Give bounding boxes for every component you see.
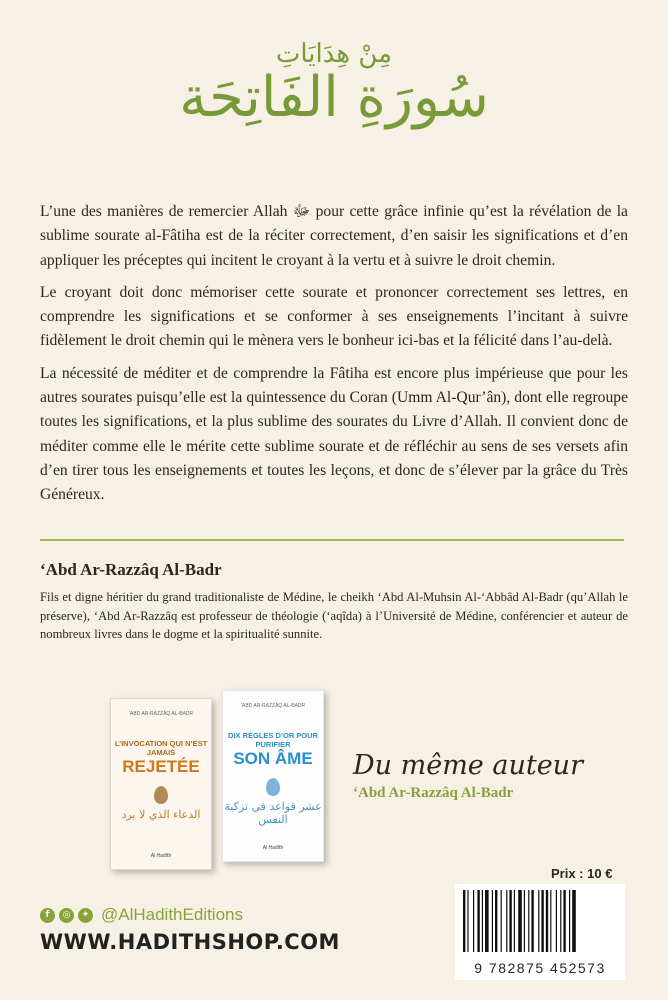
book-title: SON ÂME (233, 749, 313, 768)
description-text (40, 200, 628, 516)
facebook-icon: f (40, 908, 55, 923)
drop-emblem-icon (266, 778, 280, 796)
paragraph-1: L’une des manières de remercier Allah ﷻ pour cette grâce infinie qu’est la révélation de la sublime sourate al-Fâtiha est de la réciter correctement, d’en saisir les significations et d’en appliquer les préceptes qui incitent le croyant à la vertu et à suivre le droit chemin. (40, 203, 628, 269)
book-arabic-title: الدعاء الذي لا يرد (121, 808, 201, 821)
author-name: ‘Abd Ar-Razzâq Al-Badr (40, 560, 222, 579)
author-bio: Fils et digne héritier du grand traditionaliste de Médine, le cheikh ‘Abd Al-Muhsin Al-‘Abbâd Al-Badr (qu’Allah le préserve), ‘Abd Ar-Razzâq est professeur de théologie (‘aqîda) à l’Université de Médine, conférencier et auteur de nombreux livres dans le dogme et la spiritualité sunnite. (40, 590, 628, 642)
website-url: WWW.HADITHSHOP.COM (40, 930, 340, 954)
same-author-heading: Du même auteur (353, 750, 583, 781)
book-publisher: Al Hadîth (262, 845, 284, 851)
author-block (40, 560, 628, 644)
price-label: Prix : 10 € (551, 866, 613, 881)
book-author: ‘ABD AR-RAZZÂQ AL-BADR (240, 703, 306, 709)
book-publisher: Al Hadîth (150, 853, 172, 859)
book-subtitle: L’INVOCATION QUI N’EST JAMAIS (114, 739, 208, 757)
same-author-name: ‘Abd Ar-Razzâq Al-Badr (353, 785, 514, 801)
twitter-icon: ✦ (78, 908, 93, 923)
same-author-block (353, 750, 583, 802)
book-cover-invocation (110, 698, 212, 870)
book-author: ‘ABD AR-RAZZÂQ AL-BADR (128, 711, 194, 717)
book-subtitle: DIX RÈGLES D’OR POUR PURIFIER (227, 731, 318, 749)
book-cover-purifier (222, 690, 324, 862)
arabic-main-title: سُورَةِ الفَاتِحَة (179, 64, 489, 130)
social-handle: @AlHadithEditions (101, 905, 243, 924)
drop-emblem-icon (154, 786, 168, 804)
isbn-number: 9 782875 452573 (474, 960, 606, 976)
social-links (40, 905, 243, 925)
paragraph-2: Le croyant doit donc mémoriser cette sourate et prononcer correctement ses lettres, en comprendre les significations et se conformer à ses enseignements l’incitant à suivre fidèlement le droit chemin qui le mènera vers le bonheur ici-bas et la félicité dans l’au-delà. (40, 283, 628, 350)
book-title: REJETÉE (122, 757, 200, 776)
arabic-subtitle: مِنْ هِدَايَاتِ (275, 39, 393, 69)
book-arabic-title: عشر قواعد في تزكية النفس (224, 800, 322, 826)
paragraph-3: La nécessité de méditer et de comprendre la Fâtiha est encore plus impérieuse que pour les autres sourates puisqu’elle est la quintessence du Coran (Umm Al-Qur’ân), dont elle regroupe toutes les significations, et la plus sublime des sourates du Livre d’Allah. Il convient donc de méditer comme elle le mérite cette sublime sourate et de réfléchir au sens de ses versets afin d’en tirer tous les enseignements et toutes les leçons, et donc de s’élever par la grâce du Très Généreux. (40, 364, 628, 504)
divider (40, 539, 624, 541)
barcode-bars (463, 890, 617, 952)
related-books (110, 690, 340, 870)
instagram-icon: ◎ (59, 908, 74, 923)
barcode (455, 884, 625, 980)
arabic-title (0, 39, 668, 130)
